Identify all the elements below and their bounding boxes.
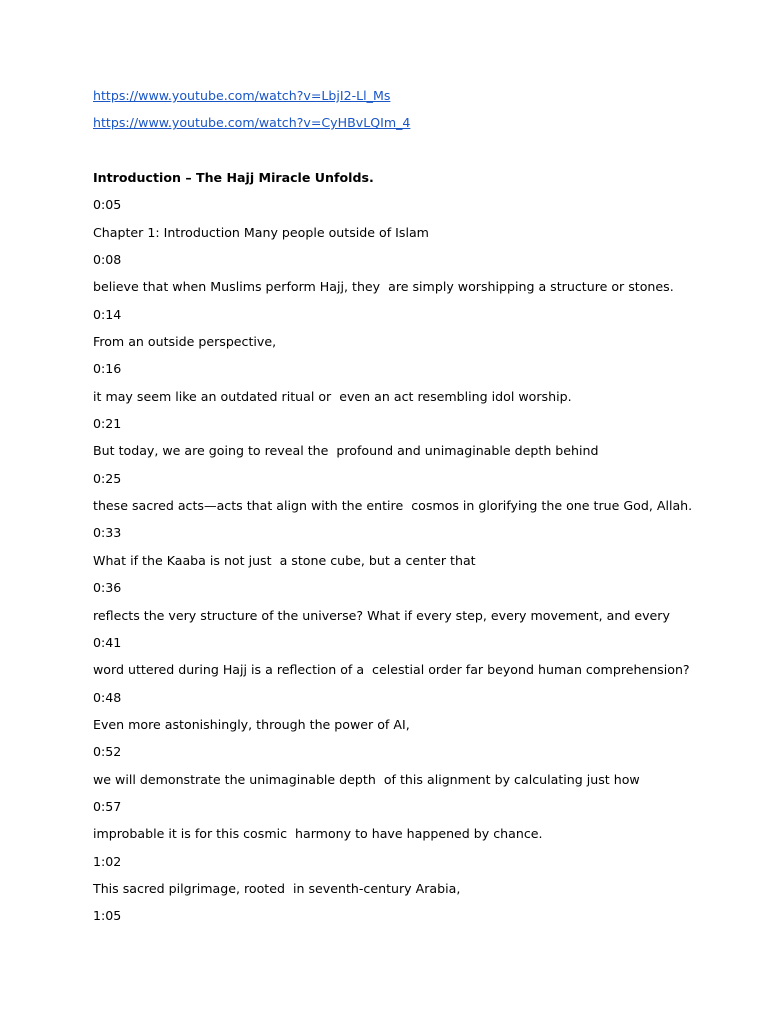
- timestamp: 0:48: [93, 689, 122, 705]
- transcript-text: these sacred acts—acts that align with the entire cosmos in glorifying the one true God, Allah.: [93, 498, 693, 514]
- youtube-link-2[interactable]: https://www.youtube.com/watch?v=CyHBvLQIm_4: [93, 115, 411, 131]
- transcript-text: This sacred pilgrimage, rooted in seventh-century Arabia,: [93, 880, 461, 896]
- transcript-text: Even more astonishingly, through the power of AI,: [93, 716, 410, 732]
- transcript-text: What if the Kaaba is not just a stone cube, but a center that: [93, 552, 476, 568]
- video-links: [93, 88, 410, 143]
- transcript-text: word uttered during Hajj is a reflection of a celestial order far beyond human comprehension?: [93, 662, 690, 678]
- transcript-text: From an outside perspective,: [93, 334, 277, 350]
- transcript-text: But today, we are going to reveal the profound and unimaginable depth behind: [93, 443, 599, 459]
- timestamp: 0:25: [93, 470, 122, 486]
- timestamp: 0:16: [93, 361, 122, 377]
- timestamp: 0:36: [93, 580, 122, 596]
- timestamp: 0:33: [93, 525, 122, 541]
- transcript-text: it may seem like an outdated ritual or even an act resembling idol worship.: [93, 388, 572, 404]
- timestamp: 0:08: [93, 252, 122, 268]
- timestamp: 0:21: [93, 416, 122, 432]
- timestamp: 0:14: [93, 306, 122, 322]
- transcript-text: we will demonstrate the unimaginable depth of this alignment by calculating just how: [93, 771, 640, 787]
- transcript-text: reflects the very structure of the universe? What if every step, every movement, and every: [93, 607, 670, 623]
- transcript: [93, 170, 693, 936]
- section-heading: Introduction – The Hajj Miracle Unfolds.: [93, 170, 374, 185]
- timestamp: 1:05: [93, 908, 122, 924]
- transcript-lines: [93, 197, 693, 935]
- timestamp: 1:02: [93, 853, 122, 869]
- timestamp: 0:05: [93, 197, 122, 213]
- transcript-text: Chapter 1: Introduction Many people outside of Islam: [93, 224, 429, 240]
- timestamp: 0:52: [93, 744, 122, 760]
- youtube-link-1[interactable]: https://www.youtube.com/watch?v=LbjI2-Ll_Ms: [93, 88, 391, 103]
- timestamp: 0:57: [93, 798, 122, 814]
- transcript-text: believe that when Muslims perform Hajj, they are simply worshipping a structure or stones.: [93, 279, 674, 295]
- transcript-text: improbable it is for this cosmic harmony to have happened by chance.: [93, 826, 543, 842]
- timestamp: 0:41: [93, 634, 122, 650]
